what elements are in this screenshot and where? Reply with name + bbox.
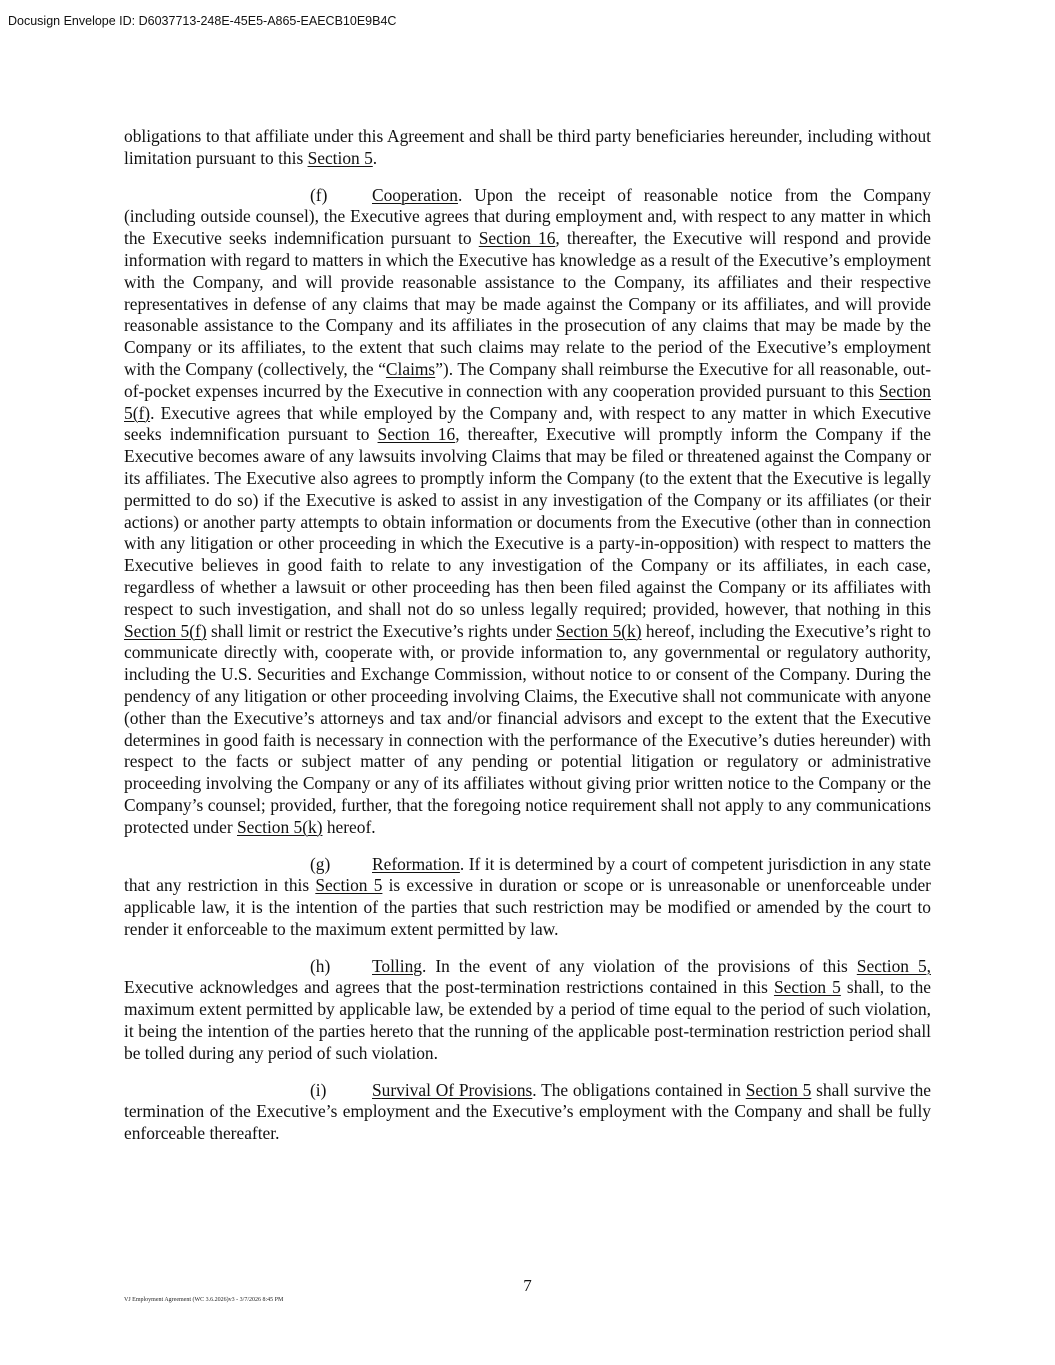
section-reference: Section 5 bbox=[307, 147, 373, 168]
section-f-cooperation: (f) Cooperation. Upon the receipt of reasonable notice from the Company (including outside counsel), the Executive agrees that during employment and, with respect to any matter in which the Executive seeks indemnification pursuant to Section 16, thereafter, the Executive will respond and provide information with regard to matters in which the Executive has knowledge as a result of the Executive’s employment with the Company, and will provide reasonable assistance to the Company, its affiliates and their respective representatives in defense of any claims that may be made against the Company or its affiliates, and will provide reasonable assistance to the Company and its affiliates in the prosecution of any claims that may be made by the Company or its affiliates, to the extent that such claims may relate to the period of the Executive’s employment with the Company (collectively, the “Claims”). The Company shall reimburse the Executive for all reasonable, out-of-pocket expenses incurred by the Executive in connection with any cooperation provided pursuant to this Section 5(f). Executive agrees that while employed by the Company and, with respect to any matter in which Executive seeks indemnification pursuant to Section 16, thereafter, Executive will promptly inform the Company if the Executive becomes aware of any lawsuits involving Claims that may be filed or threatened against the Company or its affiliates. The Executive also agrees to promptly inform the Company (to the extent that the Executive is legally permitted to do so) if the Executive is asked to assist in any investigation of the Company or its affiliates (or their actions) or another party attempts to obtain information or documents from the Executive (other than in connection with any litigation or other proceeding in which the Executive is a party-in-opposition) with respect to matters the Executive believes in good faith to relate to any investigation of the Company or its affiliates, in each case, regardless of whether a lawsuit or other proceeding has then been filed against the Company or its affiliates with respect to such investigation, and shall not do so unless legally required; provided, however, that nothing in this Section 5(f) shall limit or restrict the Executive’s rights under Section 5(k) hereof, including the Executive’s right to communicate directly with, cooperate with, or provide information to, any governmental or regulatory authority, including the U.S. Securities and Exchange Commission, without notice to or consent of the Company. During the pendency of any litigation or other proceeding involving Claims, the Executive shall not communicate with anyone (other than the Executive’s attorneys and tax and/or financial advisors and except to the extent that the Executive determines in good faith is necessary in connection with the performance of the Executive’s duties hereunder) with respect to the facts or subject matter of any pending or potential litigation or regulatory or administrative proceeding involving the Company or any of its affiliates without giving prior written notice to the Company or the Company’s counsel; provided, further, that the foregoing notice requirement shall not apply to any communications protected under Section 5(k) hereof. bbox=[124, 184, 931, 837]
section-label: (g) bbox=[310, 853, 331, 874]
section-i-survival: (i) Survival Of Provisions. The obligations contained in Section 5 shall survive the termination of the Executive’s employment and the Executive’s employment with the Company and shall be fully enforceable thereafter. bbox=[124, 1079, 931, 1144]
section-reference: Section 5 bbox=[773, 977, 841, 998]
section-heading: Reformation bbox=[372, 853, 460, 874]
section-h-tolling: (h) Tolling. In the event of any violation of the provisions of this Section 5, Executive acknowledges and agrees that the post-termination restrictions contained in this Section 5 shall, to the maximum extent permitted by applicable law, be extended by a period of time equal to the period of such violation, it being the intention of the parties hereto that the running of the applicable post-termination restriction period shall be tolled during any period of such violation. bbox=[124, 955, 931, 1063]
section-heading: Cooperation bbox=[372, 184, 458, 205]
defined-term-claims: Claims bbox=[385, 358, 436, 379]
continuation-paragraph: obligations to that affiliate under this Agreement and shall be third party beneficiaries hereunder, including without limitation pursuant to this Section 5. bbox=[124, 126, 931, 168]
section-label: (i) bbox=[310, 1079, 327, 1100]
section-reference: Section 5 bbox=[315, 875, 383, 896]
section-g-reformation: (g) Reformation. If it is determined by a court of competent jurisdiction in any state that any restriction in this Section 5 is excessive in duration or scope or is unreasonable or unenforceable under applicable law, it is the intention of the parties that such restriction may be modified or amended by the court to render it enforceable to the maximum extent permitted by law. bbox=[124, 853, 931, 939]
section-reference: Section 5(k) bbox=[237, 816, 323, 837]
section-reference: Section 5(f) bbox=[124, 620, 207, 641]
section-reference: Section 16 bbox=[478, 228, 556, 249]
section-label: (f) bbox=[310, 184, 328, 205]
docusign-envelope-id: Docusign Envelope ID: D6037713-248E-45E5-A865-EAECB10E9B4C bbox=[8, 14, 397, 28]
section-heading: Survival Of Provisions bbox=[372, 1079, 533, 1100]
section-reference: Section 5(f) bbox=[124, 380, 931, 423]
section-label: (h) bbox=[310, 955, 331, 976]
page-number: 7 bbox=[523, 1276, 532, 1295]
document-body bbox=[124, 126, 931, 1160]
document-footer: VJ Employment Agreement (WC 3.6.2026)v3 - 3/7/2026 8:45 PM bbox=[124, 1297, 284, 1303]
section-heading: Tolling bbox=[372, 955, 422, 976]
section-reference: Section 5, bbox=[856, 955, 931, 976]
section-reference: Section 5(k) bbox=[556, 620, 642, 641]
section-reference: Section 5 bbox=[745, 1079, 812, 1100]
section-reference: Section 16 bbox=[377, 424, 456, 445]
